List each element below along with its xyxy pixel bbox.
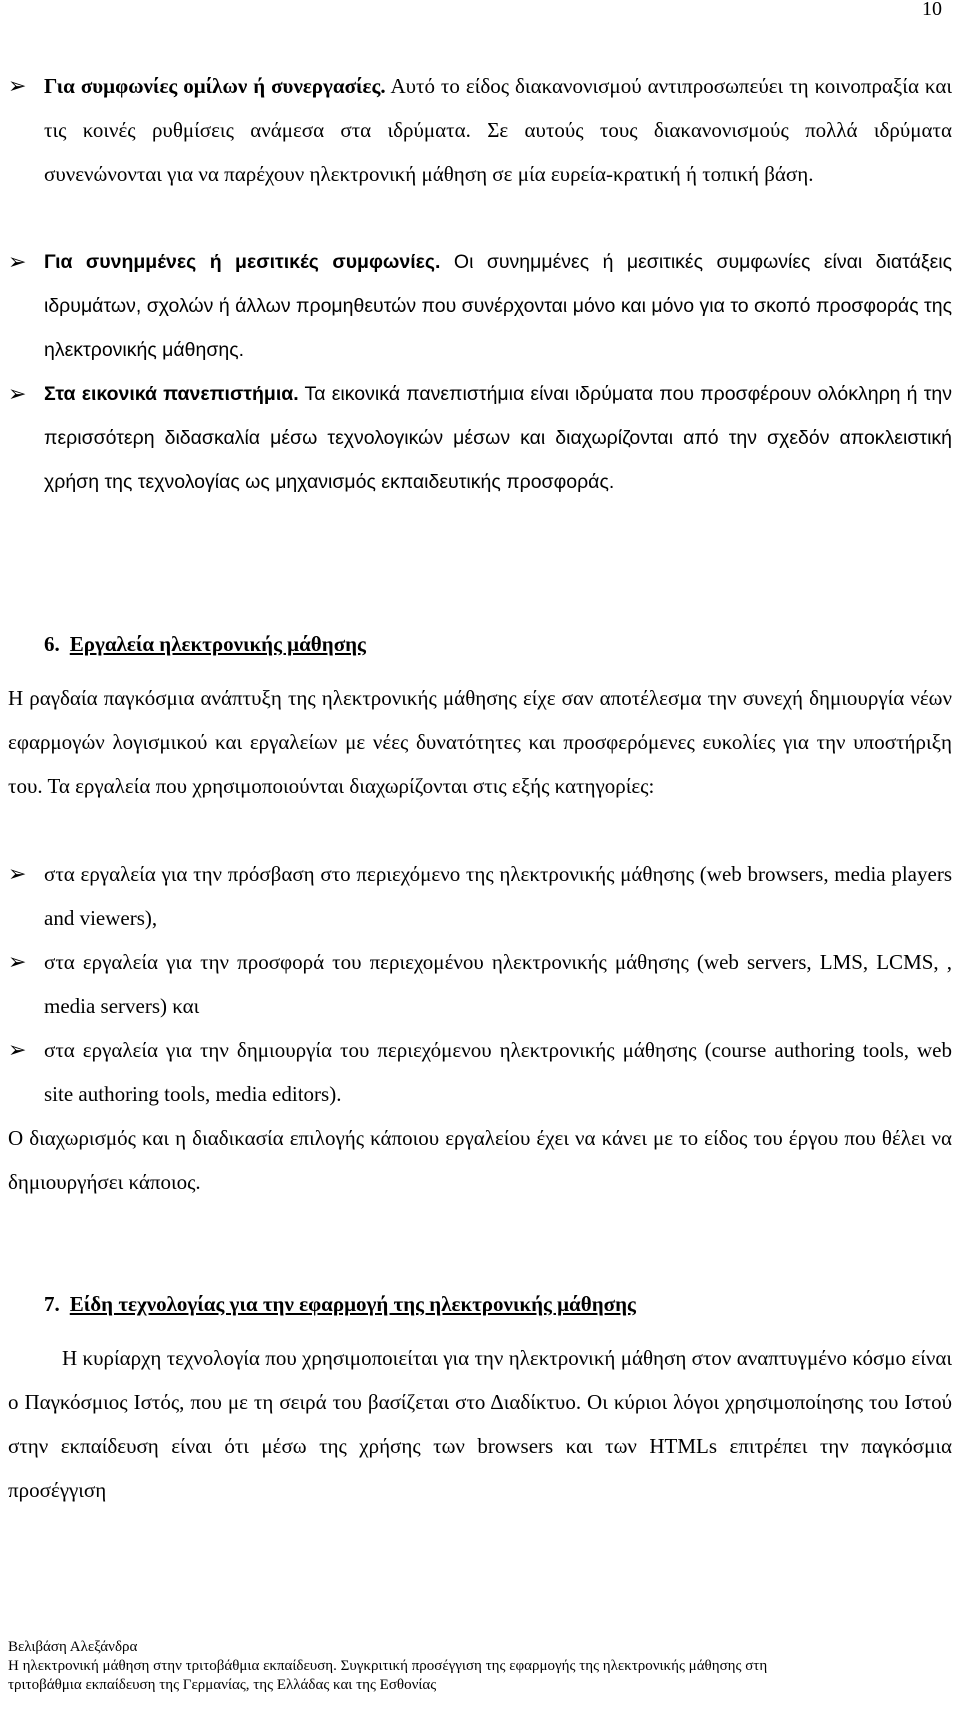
section-6-heading (44, 632, 366, 657)
bullet-body: Οι συνημμένες ή μεσιτικές συμφωνίες είναι διατάξεις ιδρυμάτων, σχολών ή άλλων προμηθευτών που συνέρχονται μόνο και μόνο για το σκοπό προσφοράς της ηλεκτρονικής μάθησης. (44, 251, 952, 361)
footer-line-1: Η ηλεκτρονική μάθηση στην τριτοβάθμια εκπαίδευση. Συγκριτική προσέγγιση της εφαρμογής της ηλεκτρονικής μάθησης στη (8, 1658, 768, 1674)
bullet-title: Για συνημμένες ή μεσιτικές συμφωνίες. (44, 251, 441, 273)
page-number: 10 (922, 0, 942, 20)
bullet-text (44, 64, 952, 196)
section-title: Είδη τεχνολογίας για την εφαρμογή της ηλεκτρονικής μάθησης (69, 1292, 636, 1316)
arrow-bullet-icon: ➢ (8, 1037, 27, 1062)
section-7-text: Η κυρίαρχη τεχνολογία που χρησιμοποιείται για την ηλεκτρονική μάθηση στον αναπτυγμένο κόσμο είναι ο Παγκόσμιος Ιστός, που με τη σειρά του βασίζεται στο Διαδίκτυο. Οι κύριοι λόγοι χρησιμοποίησης του Ιστού στην εκπαίδευση είναι ότι μέσω της χρήσης των browsers και των HTMLs επιτρέπει την παγκόσμια προσέγγιση (8, 1346, 952, 1502)
bullet-item-virtual-universities (8, 372, 952, 504)
section-title: Εργαλεία ηλεκτρονικής μάθησης (69, 632, 366, 656)
section-6-closing: Ο διαχωρισμός και η διαδικασία επιλογής κάποιου εργαλείου έχει να κάνει με το είδος του έργου που θέλει να δημιουργήσει κάποιος. (8, 1126, 952, 1194)
bullet-item-consortium (8, 64, 952, 196)
bullet-text (44, 240, 952, 372)
footer (8, 1638, 960, 1695)
section-6-intro: Η ραγδαία παγκόσμια ανάπτυξη της ηλεκτρονικής μάθησης είχε σαν αποτέλεσμα την συνεχή δημιουργία νέων εφαρμογών λογισμικού και εργαλείων με νέες δυνατότητες και προσφερόμενες ευκολίες για την υποστήριξη του. Τα εργαλεία που χρησιμοποιούνται διαχωρίζονται στις εξής κατηγορίες: (8, 686, 952, 798)
section-number: 6. (44, 632, 60, 656)
tool-category-access (8, 852, 952, 940)
bullet-item-brokerage (8, 240, 952, 372)
list-item-text: στα εργαλεία για την πρόσβαση στο περιεχόμενο της ηλεκτρονικής μάθησης (web browsers, media players and viewers), (44, 862, 952, 930)
arrow-bullet-icon: ➢ (8, 249, 27, 274)
arrow-bullet-icon: ➢ (8, 73, 27, 98)
list-item-text: στα εργαλεία για την προσφορά του περιεχομένου ηλεκτρονικής μάθησης (web servers, LMS, LCMS, , media servers) και (44, 950, 952, 1018)
footer-author: Βελιβάση Αλεξάνδρα (8, 1639, 138, 1655)
bullet-title: Για συμφωνίες ομίλων ή συνεργασίες. (44, 74, 386, 98)
tool-category-delivery (8, 940, 952, 1028)
arrow-bullet-icon: ➢ (8, 949, 27, 974)
section-7-heading (44, 1292, 636, 1317)
arrow-bullet-icon: ➢ (8, 861, 27, 886)
bullet-text (44, 372, 952, 504)
bullet-title: Στα εικονικά πανεπιστήμια. (44, 383, 299, 405)
arrow-bullet-icon: ➢ (8, 381, 27, 406)
bullet-body: Αυτό το είδος διακανονισμού αντιπροσωπεύει τη κοινοπραξία και τις κοινές ρυθμίσεις ανάμεσα στα ιδρύματα. Σε αυτούς τους διακανονισμούς πολλά ιδρύματα συνενώνονται για να παρέχουν ηλεκτρονική μάθηση σε μία ευρεία-κρατική ή τοπική βάση. (44, 74, 952, 186)
footer-line-2: τριτοβάθμια εκπαίδευση της Γερμανίας, της Ελλάδας και της Εσθονίας (8, 1677, 437, 1693)
section-number: 7. (44, 1292, 60, 1316)
bullet-body: Τα εικονικά πανεπιστήμια είναι ιδρύματα που προσφέρουν ολόκληρη ή την περισσότερη διδασκαλία μέσω τεχνολογικών μέσων και διαχωρίζονται από την σχεδόν αποκλειστική χρήση της τεχνολογίας ως μηχανισμός εκπαιδευτικής προσφοράς. (44, 383, 952, 493)
tool-category-authoring (8, 1028, 952, 1116)
list-item-text: στα εργαλεία για την δημιουργία του περιεχόμενου ηλεκτρονικής μάθησης (course authoring tools, web site authoring tools, media editors). (44, 1038, 952, 1106)
